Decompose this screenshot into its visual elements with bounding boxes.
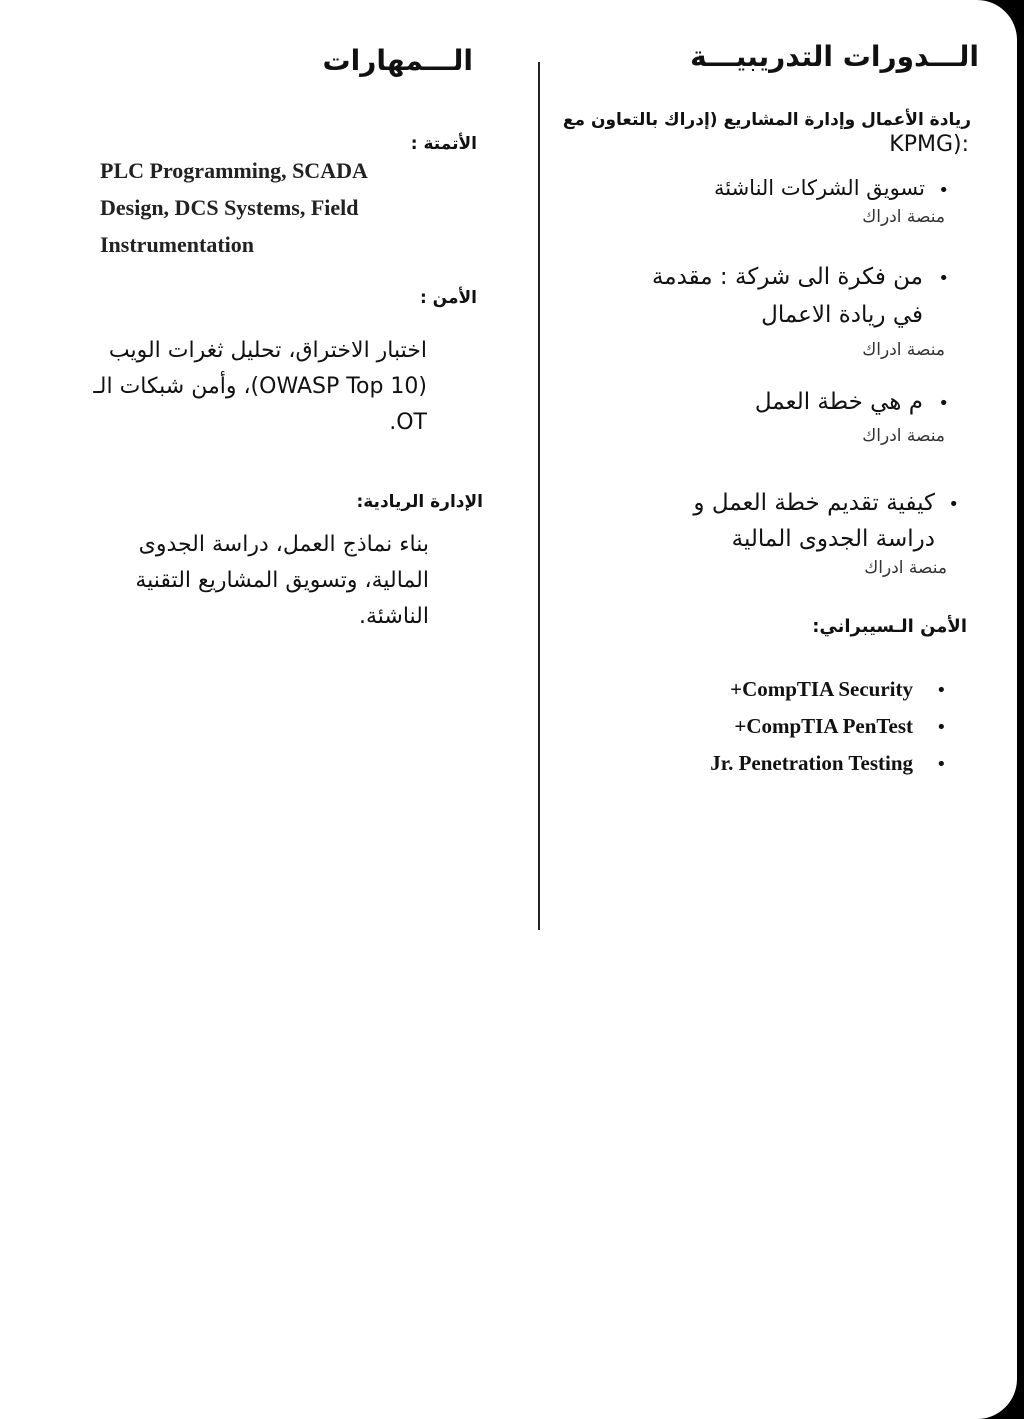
course-title: م هي خطة العمل bbox=[754, 389, 923, 415]
security-label: الأمن : bbox=[419, 288, 477, 308]
bullet-icon: • bbox=[938, 180, 949, 201]
program-title-kpmg: KPMG): bbox=[889, 132, 969, 157]
automation-line: PLC Programming, SCADA bbox=[100, 158, 368, 183]
security-line: (OWASP Top 10)، وأمن شبكات الـ bbox=[93, 374, 427, 399]
course-source: منصة ادراك bbox=[864, 558, 947, 578]
course-title: في ريادة الاعمال bbox=[761, 302, 923, 328]
cyber-heading: الأمن الـسيبراني: bbox=[812, 616, 967, 637]
security-line: OT. bbox=[389, 410, 427, 435]
column-divider bbox=[538, 62, 540, 930]
courses-heading: الـــدورات التدريبيـــة bbox=[690, 40, 979, 73]
course-source: منصة ادراك bbox=[862, 207, 945, 227]
course-source: منصة ادراك bbox=[862, 340, 945, 360]
bullet-icon: • bbox=[938, 268, 949, 289]
automation-line: Design, DCS Systems, Field bbox=[100, 195, 359, 220]
program-title: ريادة الأعمال وإدارة المشاريع (إدراك بالتعاون مع bbox=[562, 110, 971, 130]
management-line: بناء نماذج العمل، دراسة الجدوى bbox=[138, 532, 429, 557]
management-line: الناشئة. bbox=[358, 604, 429, 629]
security-line: اختبار الاختراق، تحليل ثغرات الويب bbox=[108, 338, 427, 363]
management-line: المالية، وتسويق المشاريع التقنية bbox=[135, 568, 429, 593]
course-source: منصة ادراك bbox=[862, 426, 945, 446]
skills-heading: الـــمهارات bbox=[322, 44, 473, 77]
bullet-icon: • bbox=[938, 393, 949, 414]
cert-item: +CompTIA PenTest bbox=[734, 714, 913, 738]
cert-item: +CompTIA Security bbox=[730, 677, 913, 701]
course-title: دراسة الجدوى المالية bbox=[731, 526, 935, 552]
bullet-icon: • bbox=[936, 680, 947, 701]
bullet-icon: • bbox=[936, 754, 947, 775]
management-label: الإدارة الريادية: bbox=[356, 492, 483, 512]
bullet-icon: • bbox=[948, 494, 959, 515]
cert-item: Jr. Penetration Testing bbox=[710, 751, 913, 775]
automation-line: Instrumentation bbox=[100, 232, 255, 257]
course-title: من فكرة الى شركة : مقدمة bbox=[651, 264, 923, 290]
course-title: تسويق الشركات الناشئة bbox=[713, 176, 925, 200]
bullet-icon: • bbox=[936, 717, 947, 738]
course-title: كيفية تقديم خطة العمل و bbox=[693, 490, 935, 516]
automation-label: الأتمتة : bbox=[410, 134, 477, 154]
